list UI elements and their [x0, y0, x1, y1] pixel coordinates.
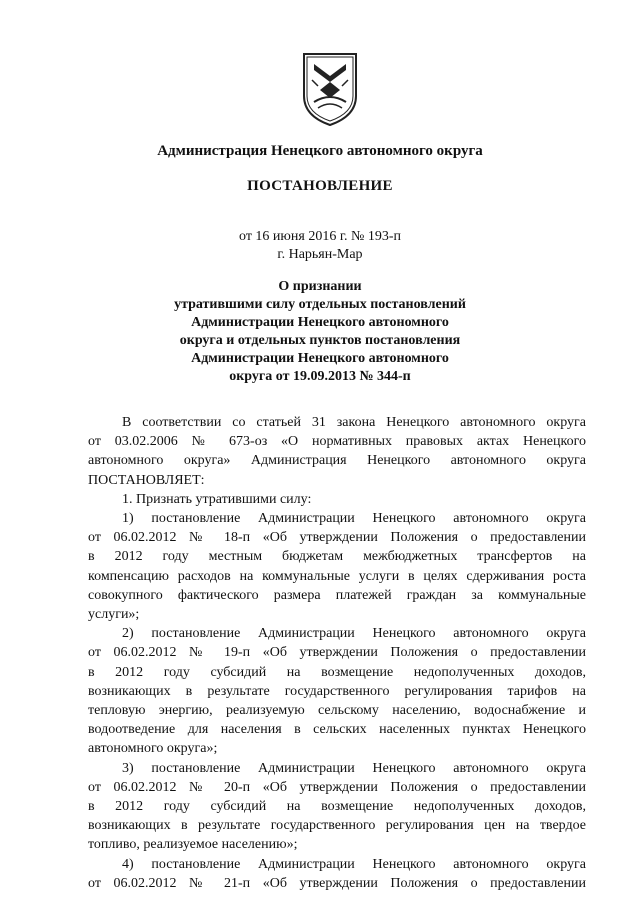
body-line: в 2012 году субсидий на возмещение недополученных доходов, — [88, 664, 586, 680]
body-line: компенсацию расходов на коммунальные услуги в целях сдерживания роста — [88, 568, 586, 584]
body-line: от 03.02.2006 № 673-оз «О нормативных правовых актах Ненецкого — [88, 434, 586, 450]
body-line: автономного округа»; — [88, 741, 218, 757]
title-line: утратившими силу отдельных постановлений — [174, 297, 466, 312]
body-line: водоотведение для населения в сельских населенных пунктах Ненецкого — [88, 722, 586, 738]
body-line: в 2012 году местным бюджетам межбюджетных трансфертов на — [88, 549, 586, 565]
coat-of-arms-emblem — [300, 50, 360, 128]
body-line: тепловую энергию, реализуемую сельскому населению, водоснабжение и — [88, 703, 586, 719]
body-line: от 06.02.2012 № 19-п «Об утверждении Положения о предоставлении — [88, 645, 586, 661]
organization-name: Администрация Ненецкого автономного округа — [157, 143, 483, 159]
body-line: автономного округа» Администрация Ненецкого автономного округа — [88, 453, 586, 469]
body-line: возникающих в результате государственного регулирования цен на твердое — [88, 818, 586, 834]
document-body — [88, 413, 586, 893]
document-type: ПОСТАНОВЛЕНИЕ — [247, 178, 393, 194]
body-line: 2) постановление Администрации Ненецкого автономного округа — [122, 626, 586, 642]
document-date-number: от 16 июня 2016 г. № 193-п — [239, 229, 401, 244]
body-line: в 2012 году субсидий на возмещение недополученных доходов, — [88, 799, 586, 815]
title-line: Администрации Ненецкого автономного — [191, 315, 449, 330]
body-line: ПОСТАНОВЛЯЕТ: — [88, 472, 205, 488]
document-title — [0, 278, 640, 386]
body-line: топливо, реализуемое населению»; — [88, 837, 298, 853]
body-line: 3) постановление Администрации Ненецкого автономного округа — [122, 760, 586, 776]
title-line: Администрации Ненецкого автономного — [191, 351, 449, 366]
body-line: от 06.02.2012 № 20-п «Об утверждении Положения о предоставлении — [88, 779, 586, 795]
body-line: от 06.02.2012 № 18-п «Об утверждении Положения о предоставлении — [88, 530, 586, 546]
body-line: 4) постановление Администрации Ненецкого автономного округа — [122, 856, 586, 872]
body-line: от 06.02.2012 № 21-п «Об утверждении Положения о предоставлении — [88, 875, 586, 891]
document-place: г. Нарьян-Мар — [277, 247, 363, 262]
title-line: О признании — [278, 279, 362, 294]
title-line: округа от 19.09.2013 № 344-п — [229, 369, 411, 384]
body-line: возникающих в результате государственного регулирования тарифов на — [88, 683, 586, 699]
body-line: 1) постановление Администрации Ненецкого автономного округа — [122, 511, 586, 527]
title-line: округа и отдельных пунктов постановления — [179, 333, 461, 348]
body-line: В соответствии со статьей 31 закона Ненецкого автономного округа — [122, 415, 586, 430]
body-line: 1. Признать утратившими силу: — [122, 491, 312, 507]
body-line: услуги»; — [88, 607, 140, 623]
body-line: совокупного фактического размера платежей граждан за коммунальные — [88, 587, 586, 603]
